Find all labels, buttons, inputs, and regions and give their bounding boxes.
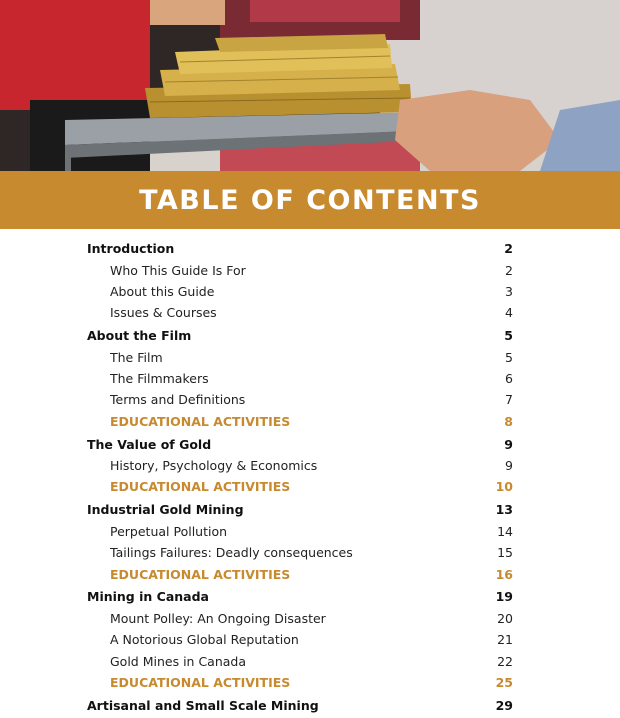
toc-entry-page-number: 25 (495, 675, 513, 690)
toc-subsection-entry[interactable] (87, 368, 513, 389)
toc-entry-page-number: 14 (497, 523, 513, 539)
toc-entry-label: Mining in Canada (87, 589, 209, 605)
toc-entry-page-number: 9 (505, 458, 513, 474)
toc-entry-page-number: 9 (504, 436, 513, 452)
toc-section-entry[interactable] (87, 499, 513, 520)
toc-entry-label: EDUCATIONAL ACTIVITIES (110, 675, 291, 690)
toc-entry-label: The Value of Gold (87, 436, 212, 452)
toc-entry-label: Mount Polley: An Ongoing Disaster (110, 610, 326, 626)
toc-entry-label: EDUCATIONAL ACTIVITIES (110, 479, 291, 495)
toc-entry-page-number: 21 (497, 632, 513, 648)
toc-entry-page-number: 22 (497, 653, 513, 669)
toc-section-entry[interactable] (87, 434, 513, 455)
toc-entry-page-number: 19 (495, 589, 513, 605)
toc-entry-page-number: 7 (505, 392, 513, 408)
toc-subsection-entry[interactable] (87, 302, 513, 323)
toc-entry-page-number: 6 (505, 371, 513, 387)
toc-entry-label: EDUCATIONAL ACTIVITIES (110, 566, 291, 582)
page-title: TABLE OF CONTENTS (139, 184, 481, 216)
toc-entry-label: Terms and Definitions (110, 392, 246, 408)
toc-section-entry[interactable] (87, 586, 513, 607)
toc-activities-entry[interactable] (87, 672, 513, 693)
toc-entry-label: Perpetual Pollution (110, 523, 228, 539)
toc-entry-label: Who This Guide Is For (110, 262, 246, 278)
toc-subsection-entry[interactable] (87, 281, 513, 302)
toc-subsection-entry[interactable] (87, 521, 513, 542)
toc-entry-page-number: 8 (504, 413, 513, 429)
toc-section-entry[interactable] (87, 325, 513, 346)
toc-entry-page-number: 20 (497, 610, 513, 626)
toc-entry-page-number: 3 (505, 283, 513, 299)
toc-activities-entry[interactable] (87, 563, 513, 584)
toc-entry-label: Artisanal and Small Scale Mining (87, 697, 319, 713)
toc-entry-page-number: 10 (495, 479, 513, 495)
table-of-contents-list (87, 238, 513, 716)
toc-entry-label: The Filmmakers (110, 371, 209, 387)
toc-entry-label: Issues & Courses (110, 305, 217, 321)
toc-entry-label: About this Guide (110, 283, 215, 299)
toc-subsection-entry[interactable] (87, 259, 513, 280)
toc-entry-page-number: 13 (495, 502, 513, 518)
toc-activities-entry[interactable] (87, 476, 513, 497)
toc-entry-page-number: 5 (504, 328, 513, 344)
toc-entry-label: Industrial Gold Mining (87, 502, 244, 518)
toc-subsection-entry[interactable] (87, 650, 513, 671)
toc-entry-label: Introduction (87, 241, 175, 257)
toc-subsection-entry[interactable] (87, 629, 513, 650)
toc-subsection-entry[interactable] (87, 608, 513, 629)
toc-entry-page-number: 15 (497, 545, 513, 561)
toc-section-entry[interactable] (87, 238, 513, 259)
title-banner (0, 171, 620, 229)
toc-entry-label: The Film (110, 349, 163, 365)
header-photo-gold-bars (0, 0, 620, 171)
toc-entry-page-number: 5 (505, 349, 513, 365)
toc-subsection-entry[interactable] (87, 455, 513, 476)
toc-entry-label: A Notorious Global Reputation (110, 632, 299, 648)
toc-subsection-entry[interactable] (87, 346, 513, 367)
toc-entry-page-number: 2 (504, 241, 513, 257)
toc-entry-label: Gold Mines in Canada (110, 653, 247, 669)
toc-entry-page-number: 4 (505, 305, 513, 321)
toc-entry-label: About the Film (87, 328, 192, 344)
toc-subsection-entry[interactable] (87, 542, 513, 563)
toc-entry-page-number: 29 (495, 697, 513, 713)
toc-entry-label: Tailings Failures: Deadly consequences (110, 545, 353, 561)
toc-entry-label: EDUCATIONAL ACTIVITIES (110, 413, 291, 429)
toc-entry-page-number: 2 (505, 262, 513, 278)
toc-entry-page-number: 16 (495, 566, 513, 582)
toc-entry-label: History, Psychology & Economics (110, 458, 318, 474)
toc-activities-entry[interactable] (87, 411, 513, 432)
toc-subsection-entry[interactable] (87, 389, 513, 410)
toc-section-entry[interactable] (87, 695, 513, 716)
gold-bars-photo-illustration (0, 0, 620, 171)
